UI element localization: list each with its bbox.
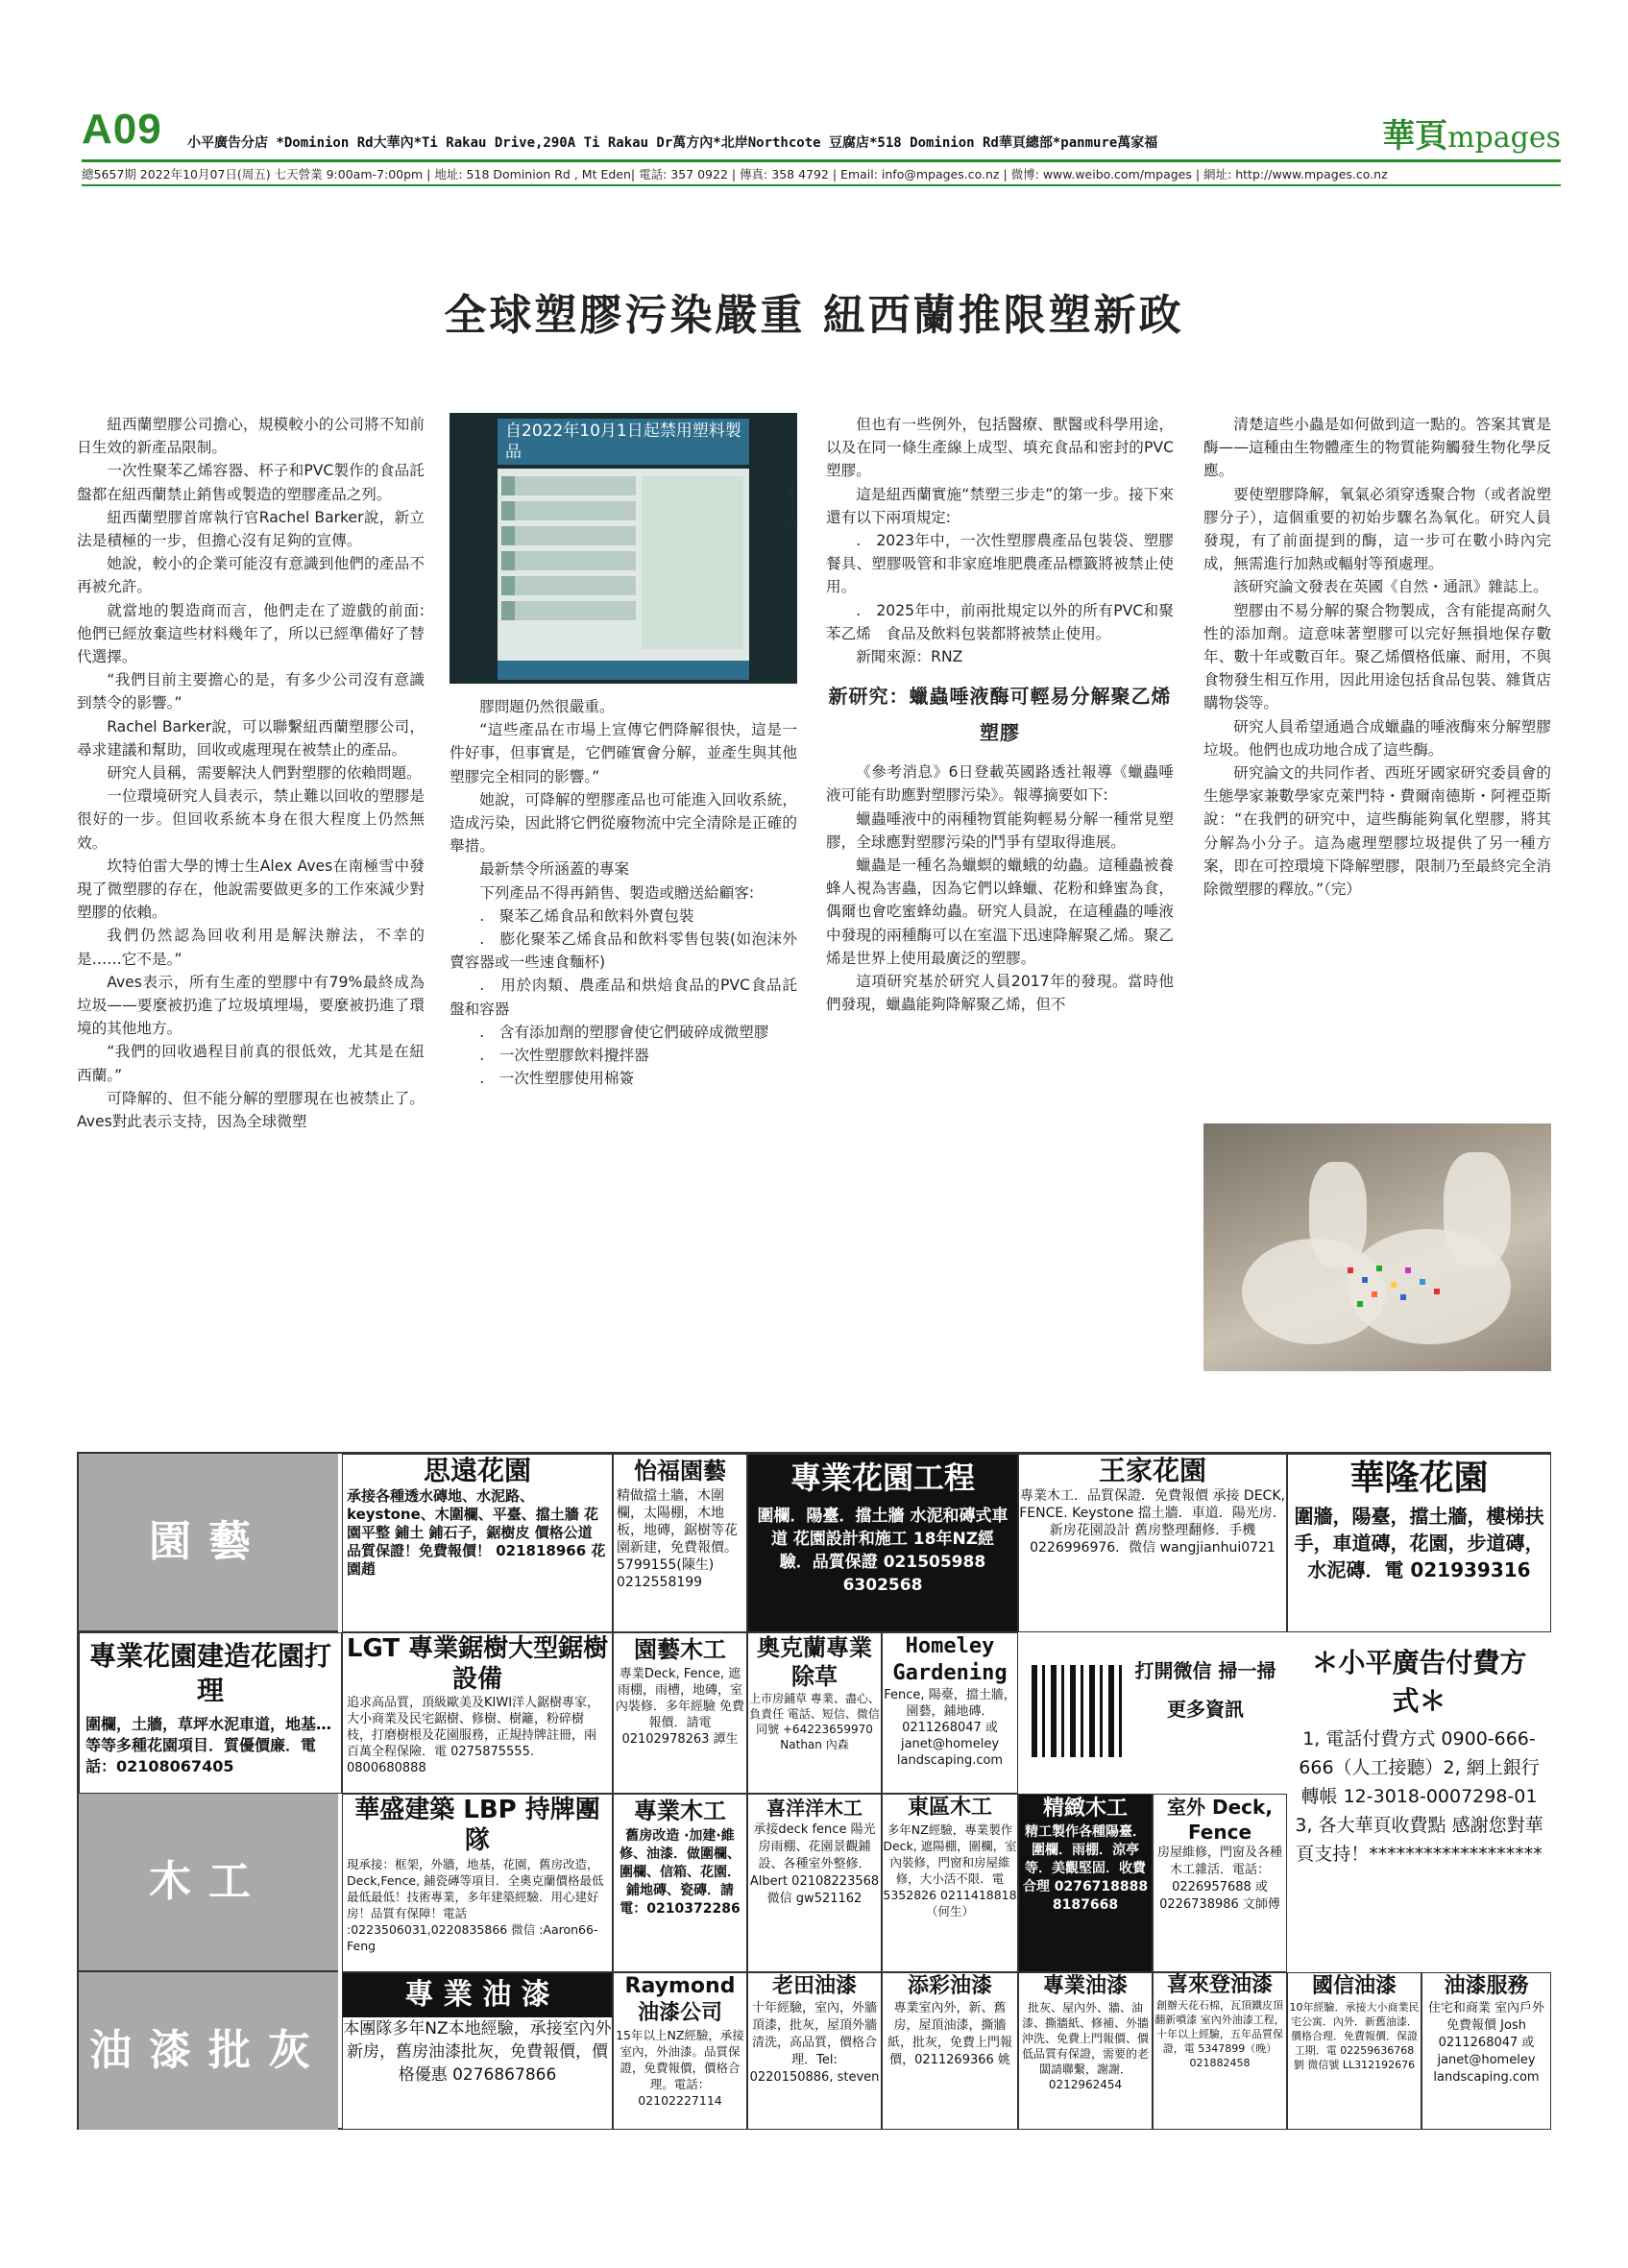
paragraph: 一次性聚苯乙烯容器、杯子和PVC製作的食品託盤都在紐西蘭禁止銷售或製造的塑膠產品之列。 (77, 462, 425, 503)
category-gardening: 園藝 (79, 1454, 338, 1632)
paragraph: 坎特伯雷大學的博士生Alex Aves在南極雪中發現了微塑膠的存在，他說需要做更多的工作來減少對塑膠的依賴。 (77, 857, 425, 922)
ad-yifu-gardening: 怡福園藝 精做擋土牆，木圍欄，太陽棚，木地板，地磚，鋸樹等花園新建，免費報價。5799155(陳生) 0212558199 (613, 1454, 747, 1632)
qr-code (1032, 1665, 1124, 1757)
paragraph: “這些產品在市場上宣傳它們降解很快，這是一件好事，但事實是，它們確實會分解，並產生與其他塑膠完全相同的影響。” (450, 721, 797, 785)
classified-ads (77, 1452, 1551, 2130)
ad-pro-garden-works: 專業花園工程 圍欄．陽臺．擋土牆 水泥和磚式車道 花園設計和施工 18年NZ經驗．品質保證 021505988 6302568 (747, 1454, 1018, 1632)
paragraph: 一位環境研究人員表示，禁止難以回收的塑膠是很好的一步。但回收系統本身在很大程度上仍然無效。 (77, 787, 425, 852)
paragraph: 但也有一些例外，包括醫療、獸醫或科學用途，以及在同一條生產線上成型、填充食品和密封的PVC塑膠。 (826, 416, 1174, 480)
ad-laotian-painting: 老田油漆 十年經驗，室內，外牆頂漆，批灰，屋頂外牆清洗，高品質，價格合理．Tel: 0220150886, steven (747, 1972, 882, 2130)
branch-addresses: 小平廣告分店 *Dominion Rd大華內*Ti Rakau Drive,290A Ti Rakau Dr萬方內*北岸Northcote 豆腐店*518 Dominion Rd華頁總部*panmure萬家福 (187, 135, 1158, 151)
paragraph: 她說，較小的企業可能沒有意識到他們的產品不再被允許。 (77, 555, 425, 596)
article-column-2 (450, 695, 797, 1090)
paragraph: . 含有添加劑的塑膠會使它們破碎成微塑膠 (479, 1023, 769, 1041)
paragraph: 清楚這些小蟲是如何做到這一點的。答案其實是酶——這種由生物體產生的物質能夠觸發生物化學反應。 (1203, 416, 1551, 480)
ad-fine-carpentry: 精緻木工 精工製作各種陽臺．圍欄．雨棚．涼亭等．美觀堅固．收費合理 0276718888 8187668 (1018, 1794, 1153, 1972)
ad-pro-painting-2: 專業油漆 批灰、屋內外、牆、油漆、撕牆紙、修補、外牆沖洗、免費上門報價、價低品質有保證，需要的老闆請聯繫，謝謝．0212962454 (1018, 1972, 1153, 2130)
ad-xilaideng-painting: 喜來登油漆 創辦天花石棉，瓦頂鐵皮頂翻新噴漆 室內外油漆工程，十年以上經驗，五年品質保證，電 5347899（晚）021882458 (1153, 1972, 1287, 2130)
paragraph: 紐西蘭塑膠公司擔心，規模較小的公司將不知前日生效的新產品限制。 (77, 416, 425, 457)
ad-guoxin-painting: 國信油漆 10年經驗．承接大小商業民宅公寓．內外．新舊油漆．價格合理．免費報價．保證工期．電 02259636768 劉 微信號 LL312192676 (1287, 1972, 1421, 2130)
article-column-4 (1203, 413, 1551, 901)
paragraph: 膠問題仍然很嚴重。 (479, 698, 615, 715)
page-header (82, 104, 1561, 190)
page-number: A09 (82, 106, 162, 153)
paragraph: 我們仍然認為回收利用是解決辦法，不幸的是……它不是。” (77, 927, 425, 968)
paragraph: 這是紐西蘭實施“禁塑三步走”的第一步。接下來還有以下兩項規定: (826, 485, 1174, 526)
paragraph: . 膨化聚苯乙烯食品和飲料零售包裝(如泡沫外賣容器或一些速食麵杯) (450, 930, 797, 972)
paragraph: Aves表示，所有生產的塑膠中有79%最終成為垃圾——要麼被扔進了垃圾填埋場，要麼被扔進了環境的其他地方。 (77, 973, 425, 1038)
ad-pro-painting: 專 業 油 漆 本團隊多年NZ本地經驗，承接室內外新房，舊房油漆批灰，免費報價，價格優惠 0276867866 (342, 1972, 613, 2130)
paragraph: 該研究論文發表在英國《自然・通訊》雜誌上。 (1233, 578, 1548, 596)
microplastics-hands-photo (1203, 1123, 1551, 1371)
paragraph: 最新禁令所涵蓋的專案 (479, 860, 630, 879)
ad-outdoor-deck: 室外 Deck, Fence 房屋維修，門窗及各種木工雜活．電話：0226957688 或 0226738986 文師傅 (1153, 1794, 1287, 1972)
ad-east-carpentry: 東區木工 多年NZ經驗，專業製作 Deck, 遮陽棚，圍欄，室內裝修，門窗和房屋維修，大小活不限．電 5352826 0211418818（何生） (882, 1794, 1018, 1972)
category-painting: 油漆批灰 (79, 1972, 338, 2130)
ban-infographic (450, 413, 797, 684)
paragraph: 研究人員稱，需要解決人們對塑膠的依賴問題。 (107, 764, 422, 783)
paragraph: 蠟蟲唾液中的兩種物質能夠輕易分解一種常見塑膠，全球應對塑膠污染的鬥爭有望取得進展。 (826, 809, 1174, 851)
article-title: 全球塑膠污染嚴重 紐西蘭推限塑新政 (444, 291, 1184, 340)
paragraph: 可降解的、但不能分解的塑膠現在也被禁止了。Aves對此表示支持，因為全球微塑 (77, 1089, 425, 1131)
ad-huasheng-build: 華盛建築 LBP 持牌團隊 現承接：框架，外牆，地基，花園，舊房改造，Deck,Fence, 鋪瓷磚等項目．全奧克蘭價格最低最低最低！技術專業，多年建築經驗．用心建好房！品質有保障！電話 :0223506031,0220835866 微信 :Aaron66-Feng (342, 1794, 613, 1972)
ad-garden-build: 專業花園建造花園打理 圍欄，土牆，草坪水泥車道，地基…等等多種花園項目．質優價廉．電話：02108067405 (79, 1632, 342, 1794)
banned-items-list (501, 476, 636, 649)
paragraph: Rachel Barker說，可以聯繫紐西蘭塑膠公司，尋求建議和幫助，回收或處理現在被禁止的產品。 (77, 717, 425, 759)
issue-info: 總5657期 2022年10月07日(周五) 七天營業 9:00am-7:00pm | 地址: 518 Dominion Rd , Mt Eden| 電話: 357 0922 | 傳真: 358 4792 | Email: info@mpages.co.nz | 微博: www.weibo.com/mpages | 網址: http://www.mpages.co.nz (82, 167, 1388, 181)
ad-siyuan-garden: 思遠花園 承接各種透水磚地、水泥路、keystone、木圍欄、平臺、擋土牆 花園平整 鋪土 鋪石子，鋸樹皮 價格公道 品質保證！免費報價！ 021818966 花園趙 (342, 1454, 613, 1632)
paragraph: 下列產品不得再銷售、製造或贈送給顧客: (479, 883, 755, 902)
ad-pro-carpentry: 專業木工 舊房改造 ·加建·維修、油漆．做圍欄、圍欄、信箱、花園．鋪地磚、瓷磚．請電：0210372286 (613, 1794, 747, 1972)
paragraph: . 2023年中，一次性塑膠農產品包裝袋、塑膠餐具、塑膠吸管和非家庭堆肥農產品標籤將被禁止使用。 (826, 532, 1174, 596)
article-column-3 (826, 413, 1174, 1016)
column-3-part-a (826, 413, 1174, 668)
article-column-1 (77, 413, 425, 1133)
column-3-part-b (826, 760, 1174, 1016)
mpages-logo (1382, 109, 1561, 157)
paragraph: 新聞來源：RNZ (856, 648, 963, 666)
ad-wang-garden: 王家花園 專業木工．品質保證．免費報價 承接 DECK, FENCE. Keystone 擋土牆．車道．陽光房．新房花園設計 舊房整理翻修．手機 0226996976．微信 wangjianhui0721 (1018, 1454, 1287, 1632)
ad-lgt-tree: LGT 專業鋸樹大型鋸樹設備 追求高品質，頂級歐美及KIWI洋人鋸樹專家，大小商業及民宅鋸樹、修樹、樹籬，粉碎樹枝，打磨樹根及花園服務，正規持牌註冊，兩百萬全程保險．電 0275875555. 0800680888 (342, 1632, 613, 1794)
header-rule-2 (82, 184, 1561, 186)
paragraph: “我們目前主要擔心的是，有多少公司沒有意識到禁令的影響。” (77, 671, 425, 712)
paragraph: 紐西蘭塑膠首席執行官Rachel Barker說，新立法是積極的一步，但擔心沒有足夠的宣傳。 (77, 508, 425, 550)
ad-tiancai-painting: 添彩油漆 專業室內外，新、舊房，屋頂油漆，撕牆紙，批灰，免費上門報價，0211269366 姚 (882, 1972, 1018, 2130)
paragraph: 就當地的製造商而言，他們走在了遊戲的前面:他們已經放棄這些材料幾年了，所以已經準備好了替代選擇。 (77, 601, 425, 666)
paragraph: 塑膠由不易分解的聚合物製成，含有能提高耐久性的添加劑。這意味著塑膠可以完好無損地保存數年、數十年或數百年。聚乙烯價格低廉、耐用，不與食物發生相互作用，因此用途包括食品包裝、雜貨店購物袋等。 (1203, 601, 1551, 712)
paragraph: 蠟蟲是一種名為蠟螟的蠟蛾的幼蟲。這種蟲被養蜂人視為害蟲，因為它們以蜂蠟、花粉和蜂蜜為食，偶爾也會吃蜜蜂幼蟲。研究人員說，在這種蟲的唾液中發現的兩種酶可以在室溫下迅速降解聚乙烯。聚乙烯是世界上使用最廣泛的塑膠。 (826, 857, 1174, 967)
paragraph: 這項研究基於研究人員2017年的發現。當時他們發現，蠟蟲能夠降解聚乙烯，但不 (826, 973, 1174, 1014)
ad-payment-methods: ＊小平廣告付費方式＊ 1, 電話付費方式 0900-666-666（人工接聽）2, 網上銀行轉帳 12-3018-0007298-01 3, 各大華頁收費點 感謝您對華頁支持！******************* (1287, 1632, 1551, 1972)
paragraph: . 一次性塑膠使用棉簽 (479, 1070, 635, 1088)
paragraph: . 一次性塑膠飲料攪拌器 (479, 1047, 649, 1065)
paragraph: 研究人員希望通過合成蠟蟲的唾液酶來分解塑膠垃圾。他們也成功地合成了這些酶。 (1203, 717, 1551, 759)
sub-heading: 新研究：蠟蟲唾液酶可輕易分解聚乙烯塑膠 (828, 685, 1172, 745)
ad-xiyangyang: 喜洋洋木工 承接deck fence 陽光房雨棚、花園景觀鋪設、各種室外整修．Albert 02108223568 微信 gw521162 (747, 1794, 882, 1972)
paragraph: 《參考消息》6日登載英國路透社報導《蠟蟲唾液可能有助應對塑膠污染》。報導摘要如下: (826, 763, 1174, 805)
ad-hualong-garden: 華隆花園 圍牆，陽臺，擋土牆，樓梯扶手，車道磚，花園，步道磚，水泥磚．電 021939316 (1287, 1454, 1551, 1632)
category-carpentry: 木工 (79, 1794, 338, 1972)
ad-homeley-gardening: Homeley Gardening Fence, 陽臺，擋土牆，園藝，鋪地磚．0211268047 或 janet@homeley landscaping.com (882, 1632, 1018, 1794)
ad-auckland-weeding: 奧克蘭專業除草 上市房鋪草 專業、盡心、負責任 電話、短信、微信同號 +64223659970 Nathan 內森 (747, 1632, 882, 1794)
paragraph: 要使塑膠降解，氧氣必須穿透聚合物（或者說塑膠分子），這個重要的初始步驟名為氧化。研究人員發現，有了前面提到的酶，這一步可在數小時內完成，無需進行加熱或輻射等預處理。 (1203, 485, 1551, 573)
alternatives-caption: 替代品 (786, 484, 796, 527)
infographic-body (498, 469, 796, 661)
paragraph: 研究論文的共同作者、西班牙國家研究委員會的生態學家兼數學家克萊門特・費爾南德斯・阿裡亞斯說：“在我們的研究中，這些酶能夠氧化塑膠，將其分解為小分子。這為處理塑膠垃圾提供了另一種方案，即在可控環境下降解塑膠，限制乃至最終完全消除微塑膠的釋放。”（完） (1203, 764, 1551, 899)
infographic-title: 自2022年10月1日起禁用塑料製品 (498, 419, 749, 465)
alternatives-panel (642, 476, 796, 649)
ad-raymond-painting: Raymond 油漆公司 15年以上NZ經驗，承接室內，外油漆。品質保證，免費報價，價格合理。電話：02102227114 (613, 1972, 747, 2130)
infographic-footer (498, 661, 749, 680)
logo-en: mpages (1447, 121, 1561, 155)
logo-cn: 華頁 (1382, 117, 1448, 156)
paragraph: “我們的回收過程目前真的很低效，尤其是在紐西蘭。” (77, 1043, 425, 1084)
paragraph: . 2025年中，前兩批規定以外的所有PVC和聚苯乙烯 食品及飲料包裝都將被禁止使用。 (826, 601, 1174, 642)
paragraph: . 用於肉類、農產品和烘焙食品的PVC食品託盤和容器 (450, 977, 797, 1018)
paragraph: . 聚苯乙烯食品和飲料外賣包裝 (479, 906, 694, 925)
ad-garden-carpentry: 園藝木工 專業Deck, Fence, 遮雨棚，雨槽，地磚，室內裝修．多年經驗 免費報價．請電 02102978263 譚生 (613, 1632, 747, 1794)
header-rule (82, 159, 1561, 162)
paragraph: 她說，可降解的塑膠產品也可能進入回收系統，造成污染，因此將它們從廢物流中完全清除是正確的舉措。 (450, 790, 797, 856)
ad-wechat-qr: 打開微信 掃一掃 更多資訊 (1018, 1632, 1287, 1794)
ad-painting-service: 油漆服務 住宅和商業 室內戶外 免費報價 Josh 0211268047 或 janet@homeley landscaping.com (1421, 1972, 1551, 2130)
